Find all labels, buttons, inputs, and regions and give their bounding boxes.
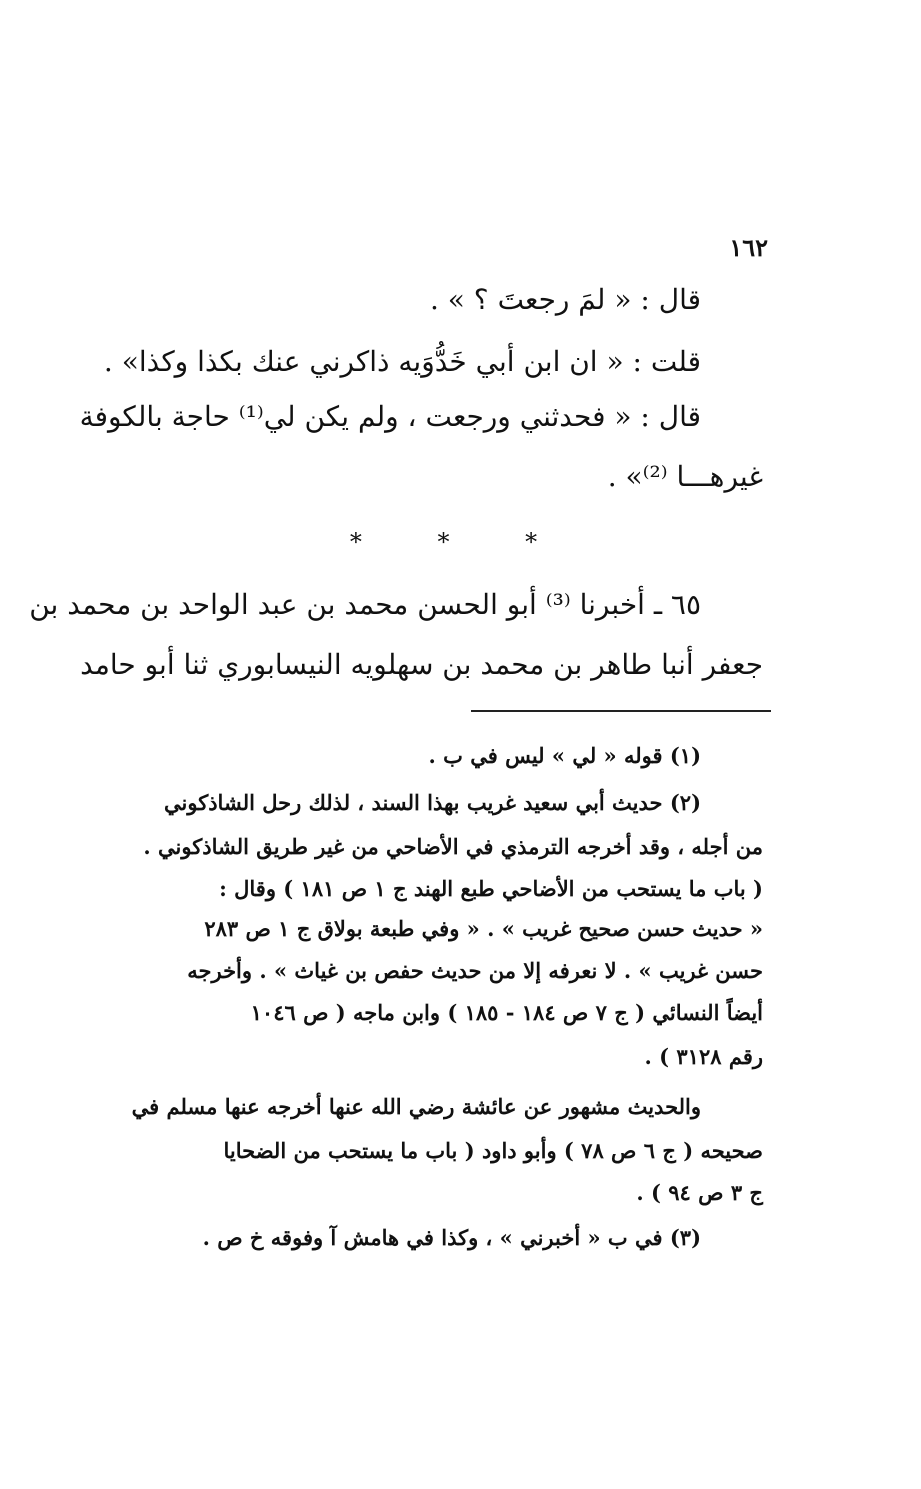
hadith-line: جعفر أنبا طاهر بن محمد بن سهلويه النيسابوري ثنا أبو حامد [80, 648, 763, 681]
page-number: ١٦٢ [729, 233, 768, 262]
footnote-line: أيضاً النسائي ( ج ٧ ص ١٨٤ - ١٨٥ ) وابن ماجه ( ص ١٠٤٦ [250, 1000, 763, 1025]
footnote-line: من أجله ، وقد أخرجه الترمذي في الأضاحي من غير طريق الشاذكوني . [143, 834, 763, 859]
footnote-divider [471, 710, 771, 712]
section-separator: * * * [349, 528, 572, 556]
body-line: قلت : « ان ابن أبي خَدُّوَيه ذاكرني عنك بكذا وكذا» . [103, 345, 701, 378]
footnote-line: ج ٣ ص ٩٤ ) . [636, 1180, 763, 1205]
footnote-line: (٣) في ب « أخبرني » ، وكذا في هامش آ وفوقه خ ص . [202, 1225, 701, 1250]
footnote-line: حسن غريب » . لا نعرفه إلا من حديث حفص بن غياث » . وأخرجه [187, 958, 763, 983]
hadith-line: ٦٥ ـ أخبرنا ⁽³⁾ أبو الحسن محمد بن عبد الواحد بن محمد بن [29, 588, 701, 621]
footnote-line: (٢) حديث أبي سعيد غريب بهذا السند ، لذلك رحل الشاذكوني [164, 790, 701, 815]
footnote-line: رقم ٣١٢٨ ) . [644, 1044, 763, 1069]
body-line: قال : « فحدثني ورجعت ، ولم يكن لي⁽¹⁾ حاجة بالكوفة [79, 400, 701, 433]
body-line: غيرهـــا ⁽²⁾» . [607, 460, 763, 493]
footnote-line: « حديث حسن صحيح غريب » . « وفي طبعة بولاق ج ١ ص ٢٨٣ [204, 916, 763, 941]
footnote-line: والحديث مشهور عن عائشة رضي الله عنها أخرجه عنها مسلم في [131, 1094, 701, 1119]
footnote-line: صحيحه ( ج ٦ ص ٧٨ ) وأبو داود ( باب ما يستحب من الضحايا [223, 1138, 763, 1163]
footnote-line: ( باب ما يستحب من الأضاحي طبع الهند ج ١ ص ١٨١ ) وقال : [219, 876, 763, 901]
body-line: قال : « لمَ رجعتَ ؟ » . [429, 283, 701, 316]
footnote-line: (١) قوله « لي » ليس في ب . [428, 743, 701, 768]
